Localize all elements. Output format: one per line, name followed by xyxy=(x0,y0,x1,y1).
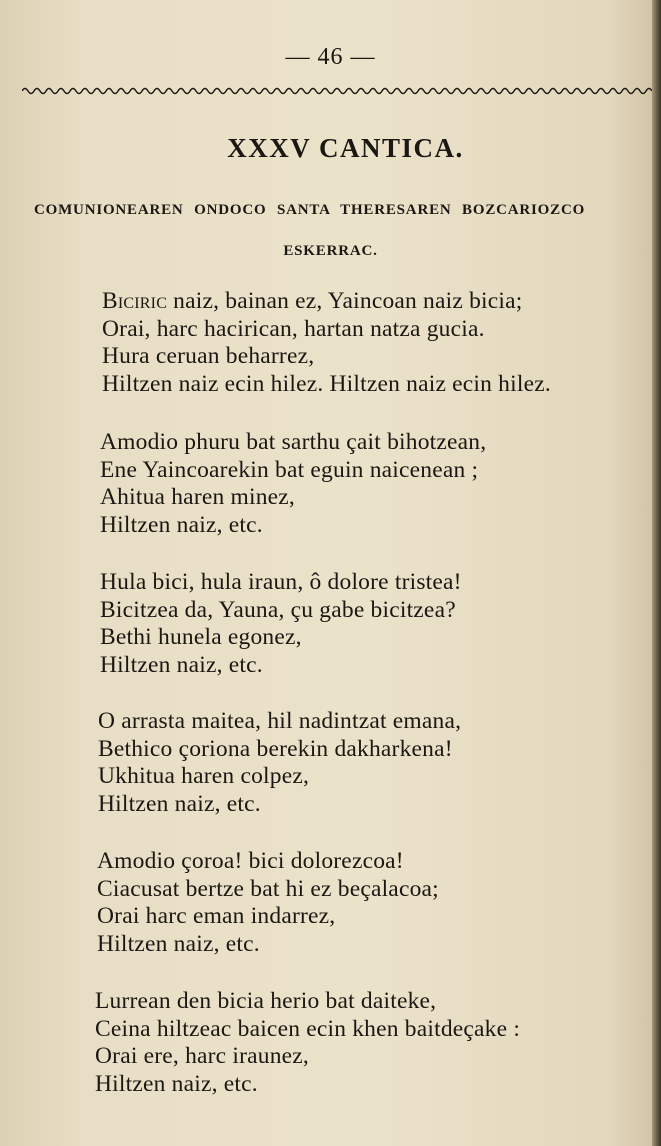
poem-line: Amodio çoroa! bici dolorezcoa! xyxy=(97,848,404,874)
poem-line: Orai, harc hacirican, hartan natza gucia. xyxy=(102,315,485,342)
stanza-5 xyxy=(97,848,439,958)
poem-line: Ukhitua haren colpez, xyxy=(98,763,310,789)
poem-line: Hiltzen naiz, etc. xyxy=(100,651,263,678)
poem-line: Orai ere, harc iraunez, xyxy=(95,1043,310,1069)
poem-line: Ene Yaincoarekin bat eguin naicenean ; xyxy=(100,456,479,483)
poem-line: Lurrean den bicia herio bat daiteke, xyxy=(95,988,437,1014)
subtitle-line-1: COMUNIONEAREN ONDOCO SANTA THERESAREN BOZCARIOZCO xyxy=(34,202,586,218)
poem-line: Bethi hunela egonez, xyxy=(100,624,302,650)
poem-line: Bicitzea da, Yauna, çu gabe bicitzea? xyxy=(100,596,456,623)
poem-line: Ciacusat bertze bat hi ez beçalacoa; xyxy=(97,875,439,902)
poem-line: Amodio phuru bat sarthu çait bihotzean, xyxy=(100,429,487,455)
page-edge xyxy=(652,0,661,1146)
subtitle-line-2: ESKERRAC. xyxy=(283,243,378,259)
chapter-title: XXXV CANTICA. xyxy=(227,133,464,163)
stanza-1 xyxy=(102,288,551,398)
poem-line: Hiltzen naiz, etc. xyxy=(100,511,263,538)
poem-line: Hiltzen naiz, etc. xyxy=(97,930,260,957)
page-number: — 46 — xyxy=(285,44,376,70)
stanza-2 xyxy=(100,429,486,539)
poem-line: Hiltzen naiz, etc. xyxy=(98,790,261,817)
poem-line: Biciric naiz, bainan ez, Yaincoan naiz bicia; xyxy=(102,288,523,314)
poem-line: Hura ceruan beharrez, xyxy=(102,343,315,369)
small-caps-first-word: Biciric xyxy=(102,288,168,314)
stanza-4 xyxy=(98,708,461,818)
poem-line: O arrasta maitea, hil nadintzat emana, xyxy=(98,708,462,734)
poem-line: Hiltzen naiz, etc. xyxy=(95,1070,258,1097)
poem-line: Hula bici, hula iraun, ô dolore tristea! xyxy=(100,569,462,595)
poem-line: Hiltzen naiz ecin hilez. Hiltzen naiz ecin hilez. xyxy=(102,370,551,397)
stanza-6 xyxy=(95,988,520,1098)
stanza-3 xyxy=(100,569,462,679)
poem-line: Ahitua haren minez, xyxy=(100,484,295,510)
poem-line: Bethico çoriona berekin dakharkena! xyxy=(98,735,453,762)
decorative-wavy-rule xyxy=(22,84,652,98)
poem-line: Ceina hiltzeac baicen ecin khen baitdeçake : xyxy=(95,1015,521,1042)
poem-line: Orai harc eman indarrez, xyxy=(97,903,336,929)
